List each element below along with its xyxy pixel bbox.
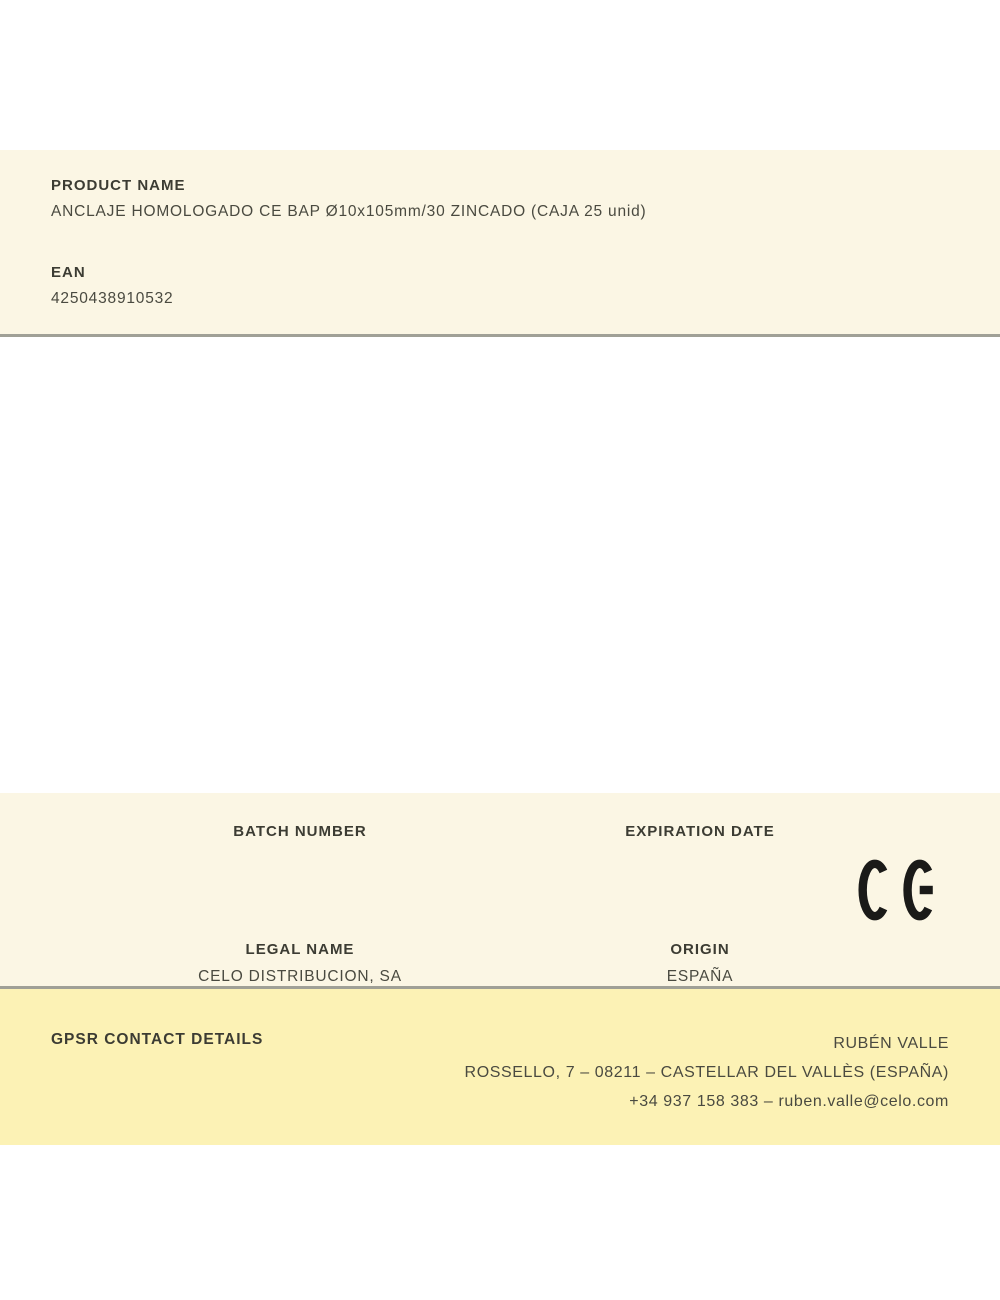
legal-name-label: LEGAL NAME [245,941,355,958]
expiration-date-label: EXPIRATION DATE [625,823,775,840]
gpsr-contact-block [465,1029,949,1116]
expiration-origin-column [500,793,900,987]
batch-legal-column [100,793,500,987]
gpsr-contact-phone-email: +34 937 158 383 – ruben.valle@celo.com [629,1093,949,1110]
product-name-label: PRODUCT NAME [51,177,186,194]
origin-value: ESPAÑA [666,968,734,985]
gpsr-contact-details-label: GPSR CONTACT DETAILS [51,1031,264,1048]
batch-number-label: BATCH NUMBER [233,823,367,840]
ce-marking-icon [858,859,944,921]
empty-gap [0,337,1000,793]
gpsr-contact-name: RUBÉN VALLE [833,1035,949,1052]
legal-name-value: CELO DISTRIBUCION, SA [198,968,402,985]
product-section [0,150,1000,337]
expiration-date-value [500,850,900,869]
ean-label: EAN [51,264,86,281]
batch-legal-section [0,793,1000,989]
batch-number-value [100,850,500,869]
gpsr-contact-address: ROSSELLO, 7 – 08211 – CASTELLAR DEL VALLÈS (ESPAÑA) [464,1064,949,1081]
ean-value: 4250438910532 [51,290,174,307]
origin-label: ORIGIN [670,941,730,958]
product-name-value: ANCLAJE HOMOLOGADO CE BAP Ø10x105mm/30 ZINCADO (CAJA 25 unid) [51,203,647,220]
gpsr-contact-section [0,989,1000,1145]
